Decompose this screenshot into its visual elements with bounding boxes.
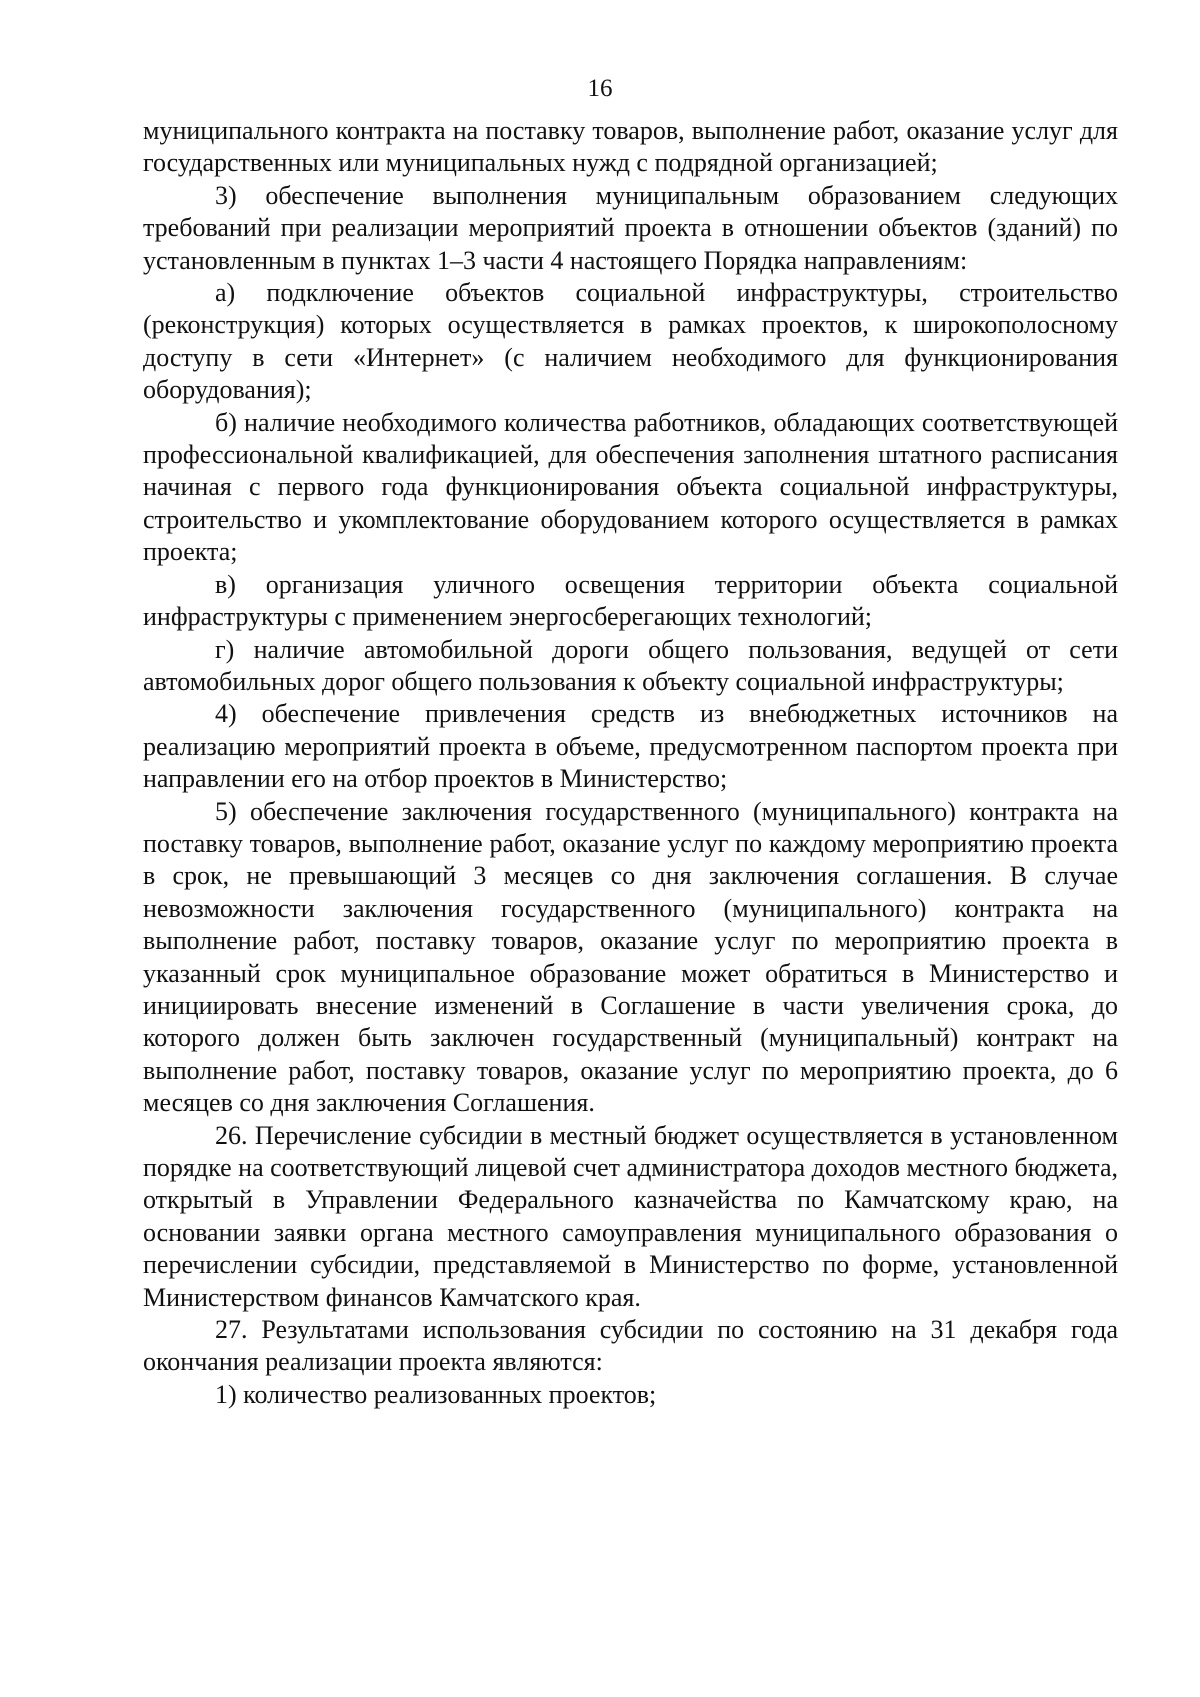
paragraph-result-item-1: 1) количество реализованных проектов;: [215, 1379, 657, 1409]
paragraph-item-3: 3) обеспечение выполнения муниципальным образованием следующих требований при реализации мероприятий проекта в отношении объектов (зданий) по установленным в пунктах 1–3 части 4 настоящего Порядка направлениям:: [143, 180, 1118, 275]
paragraph-subitem-b: б) наличие необходимого количества работников, обладающих соответствующей профессиональной квалификацией, для обеспечения заполнения штатного расписания начиная с первого года функционирования объекта социальной инфраструктуры, строительство и укомплектование оборудованием которого осуществляется в рамках проекта;: [143, 407, 1118, 567]
page-number: 16: [587, 75, 613, 102]
paragraph-item-5: 5) обеспечение заключения государственного (муниципального) контракта на поставку товаров, выполнение работ, оказание услуг по каждому мероприятию проекта в срок, не превышающий 3 месяцев со дня заключения соглашения. В случае невозможности заключения государственного (муниципального) контракта на выполнение работ, поставку товаров, оказание услуг по мероприятию проекта в указанный срок муниципальное образование может обратиться в Министерство и инициировать внесение изменений в Соглашение в части увеличения срока, до которого должен быть заключен государственный (муниципальный) контракт на выполнение работ, поставку товаров, оказание услуг по мероприятию проекта, до 6 месяцев со дня заключения Соглашения.: [143, 796, 1118, 1118]
paragraph-subitem-a: а) подключение объектов социальной инфраструктуры, строительство (реконструкция) которых осуществляется в рамках проектов, к широкополосному доступу в сети «Интернет» (с наличием необходимого для функционирования оборудования);: [143, 278, 1118, 405]
paragraph-item-4: 4) обеспечение привлечения средств из внебюджетных источников на реализацию мероприятий проекта в объеме, предусмотренном паспортом проекта при направлении его на отбор проектов в Министерство;: [143, 699, 1118, 794]
paragraph-section-26: 26. Перечисление субсидии в местный бюджет осуществляется в установленном порядке на соответствующий лицевой счет администратора доходов местного бюджета, открытый в Управлении Федерального казначейства по Камчатскому краю, на основании заявки органа местного самоуправления муниципального образования о перечислении субсидии, представляемой в Министерство по форме, установленной Министерством финансов Камчатского края.: [143, 1120, 1118, 1312]
document-body: [143, 115, 1118, 1411]
paragraph-subitem-g: г) наличие автомобильной дороги общего пользования, ведущей от сети автомобильных дорог общего пользования к объекту социальной инфраструктуры;: [143, 634, 1118, 696]
paragraph-section-27: 27. Результатами использования субсидии по состоянию на 31 декабря года окончания реализации проекта являются:: [143, 1315, 1118, 1377]
paragraph-subitem-v: в) организация уличного освещения территории объекта социальной инфраструктуры с применением энергосберегающих технологий;: [143, 569, 1118, 632]
paragraph-continuation: муниципального контракта на поставку товаров, выполнение работ, оказание услуг для государственных или муниципальных нужд с подрядной организацией;: [143, 116, 1118, 178]
